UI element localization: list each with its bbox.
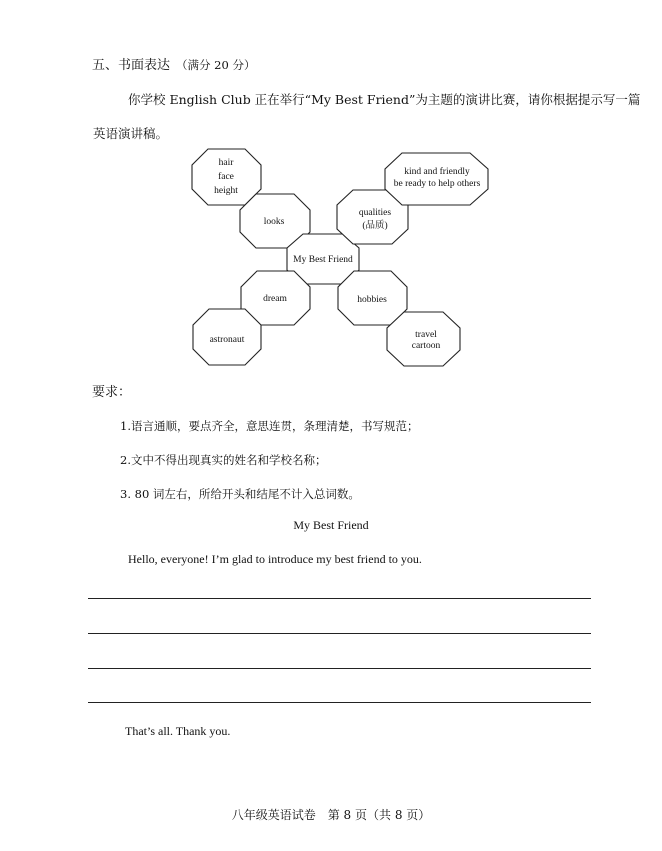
cartoon-label: cartoon — [411, 341, 441, 351]
essay-closing: That’s all. Thank you. — [125, 724, 231, 738]
hobbies-label: hobbies — [357, 295, 387, 305]
astronaut-label: astronaut — [209, 335, 245, 345]
requirement-item: 3. 80 词左右，所给开头和结尾不计入总词数。 — [120, 487, 360, 501]
writing-line[interactable] — [88, 633, 591, 634]
page-footer: 八年级英语试卷 第 8 页（共 8 页） — [231, 808, 431, 822]
help-others-label: be ready to help others — [393, 179, 481, 189]
section-title: 五、书面表达 — [92, 58, 171, 73]
section-points: （满分 20 分） — [176, 58, 256, 72]
writing-line[interactable] — [88, 702, 591, 703]
hair-label: hair — [218, 158, 234, 168]
face-label: face — [218, 172, 234, 182]
requirement-item: 2.文中不得出现真实的姓名和学校名称； — [120, 453, 327, 467]
requirement-item: 1.语言通顺，要点齐全，意思连贯，条理清楚，书写规范； — [120, 419, 419, 433]
travel-label: travel — [415, 330, 437, 340]
writing-line[interactable] — [88, 668, 591, 669]
essay-opening: Hello, everyone! I’m glad to introduce my best friend to you. — [128, 552, 422, 566]
height-label: height — [214, 186, 238, 196]
qualities-label: qualities — [358, 208, 392, 218]
essay-title: My Best Friend — [293, 518, 369, 532]
dream-label: dream — [263, 294, 287, 304]
mind-map-diagram — [0, 0, 662, 380]
kind-friendly-label: kind and friendly — [404, 167, 470, 177]
center-label: My Best Friend — [293, 255, 353, 265]
qualities-cn-label: (品质) — [362, 221, 388, 231]
intro-line-2: 英语演讲稿。 — [93, 126, 169, 141]
looks-label: looks — [263, 217, 285, 227]
requirements-title: 要求： — [92, 385, 132, 400]
writing-line[interactable] — [88, 598, 591, 599]
intro-line-1: 你学校 English Club 正在举行“My Best Friend”为主题的演讲比赛，请你根据提示写一篇 — [128, 92, 641, 107]
